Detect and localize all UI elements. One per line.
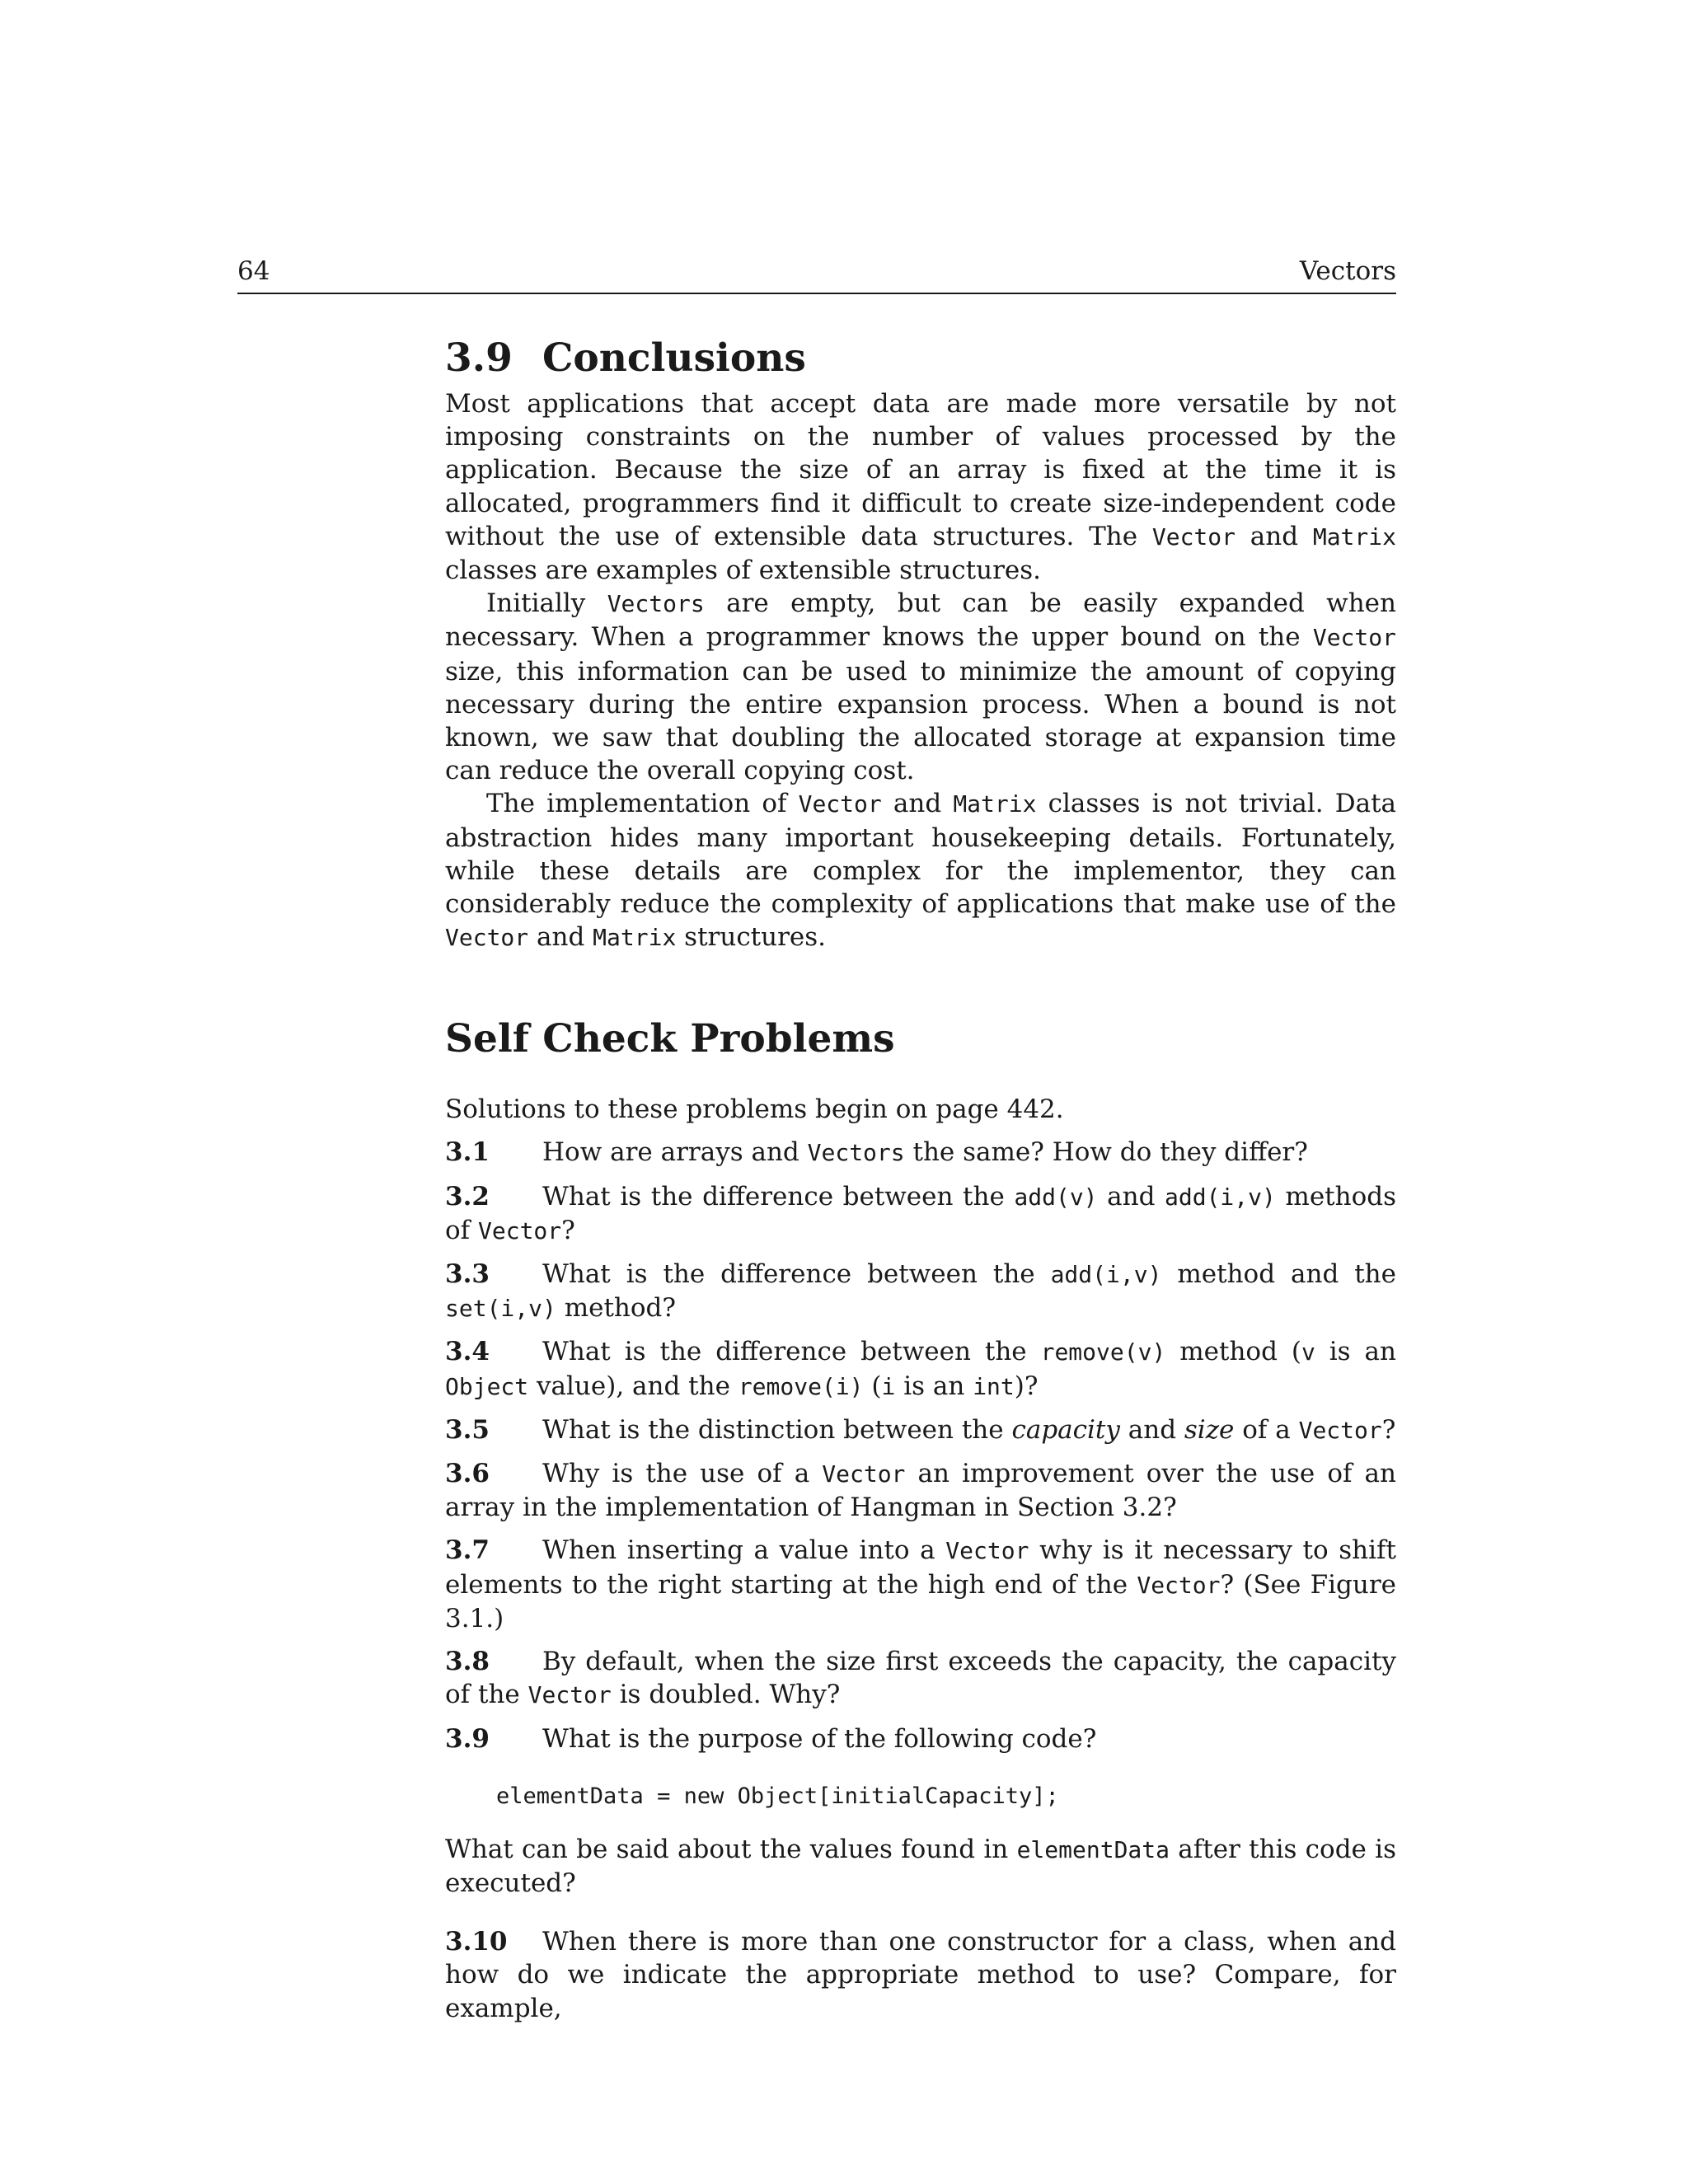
problem-text: By default, when the size first exceeds the capacity, the capacity of the Vector is doubled. Why? (445, 1647, 1396, 1710)
section-heading (445, 330, 1396, 387)
inline-code: add(i,v) (1050, 1261, 1162, 1289)
problem-item (445, 1457, 1396, 1524)
conclusion-paragraph-1: Most applications that accept data are made more versatile by not imposing constraints on the number of values processed by the application. Because the size of an array is fixed at the time it is allocated, programmers find it difficult to create size-independent code without the use of extensible data structures. The Vector and Matrix classes are examples of extensible structures. (445, 389, 1396, 586)
problem-text: What is the distinction between the capacity and size of a Vector? (542, 1414, 1396, 1445)
self-check-heading: Self Check Problems (445, 1016, 895, 1062)
inline-code: elementData (1016, 1835, 1170, 1863)
inline-code: remove(v) (1040, 1338, 1166, 1366)
problem-number: 3.7 (445, 1535, 490, 1566)
problem-number: 3.6 (445, 1459, 490, 1489)
problem-text: What is the purpose of the following code? (542, 1723, 1097, 1754)
problem-number: 3.4 (445, 1337, 490, 1367)
problem-item (445, 1258, 1396, 1325)
emphasis: capacity (1011, 1414, 1120, 1445)
problem-text: When inserting a value into a Vector why is it necessary to shift elements to the right starting at the high end of the Vector? (See Figure 3.1.) (445, 1535, 1396, 1633)
problem-item (445, 1413, 1396, 1447)
inline-code: Matrix (953, 790, 1037, 818)
inline-code: i (881, 1372, 896, 1400)
problem-item (445, 1534, 1396, 1635)
inline-code: Vectors (607, 590, 705, 618)
self-check-intro: Solutions to these problems begin on page 442. (445, 1094, 1064, 1125)
section-number: 3.9 (445, 335, 513, 381)
inline-code: int (973, 1372, 1015, 1400)
inline-code: Vector (445, 924, 529, 952)
inline-code: Vector (945, 1537, 1029, 1565)
inline-code: Matrix (1312, 523, 1396, 551)
problem-item (445, 1180, 1396, 1248)
inline-code: Vector (822, 1460, 906, 1488)
inline-code: Vector (1151, 523, 1236, 551)
problem-item (445, 1136, 1396, 1169)
inline-code: add(v) (1014, 1183, 1098, 1211)
problem-text: When there is more than one constructor for a class, when and how do we indicate the appropriate method to use? Compare, for example, (445, 1927, 1396, 2023)
problem-text: What is the difference between the add(v) and add(i,v) methods of Vector? (445, 1181, 1397, 1245)
conclusion-paragraph-3: The implementation of Vector and Matrix classes is not trivial. Data abstraction hides many important housekeeping details. Fortunately, while these details are complex for the implementor, they can considerably reduce the complexity of applications that make use of the Vector and Matrix structures. (445, 789, 1397, 953)
inline-code: set(i,v) (445, 1295, 556, 1323)
problem-item (445, 1335, 1396, 1403)
problem-item (445, 1925, 1396, 2025)
running-header (237, 255, 1396, 287)
inline-code: v (1301, 1338, 1315, 1366)
problem-number: 3.9 (445, 1723, 490, 1754)
problem-text: What is the difference between the remove(v) method (v is an Object value), and the remove(i) (i is an int)? (445, 1337, 1396, 1401)
code-block: elementData = new Object[initialCapacity]; (496, 1783, 1059, 1809)
header-rule (237, 293, 1396, 294)
inline-code: Vectors (807, 1139, 905, 1167)
inline-code: Matrix (593, 924, 677, 952)
running-title: Vectors (1299, 256, 1396, 286)
problem-number: 3.10 (445, 1927, 508, 1957)
problem-number: 3.8 (445, 1647, 490, 1677)
problem-number: 3.3 (445, 1259, 490, 1290)
inline-code: remove(i) (738, 1372, 864, 1400)
inline-code: add(i,v) (1165, 1183, 1276, 1211)
inline-code: Vector (1137, 1571, 1221, 1599)
emphasis: size (1184, 1414, 1235, 1445)
inline-code: Object (445, 1372, 529, 1400)
problem-text: What is the difference between the add(i,v) method and the set(i,v) method? (445, 1259, 1396, 1324)
problem-number: 3.5 (445, 1414, 490, 1445)
problem-item (445, 1722, 1396, 1755)
inline-code: Vector (1312, 624, 1396, 652)
page-number: 64 (237, 256, 270, 286)
inline-code: Vector (1298, 1416, 1382, 1444)
main-content (445, 330, 1396, 2025)
inline-code: Vector (798, 790, 882, 818)
problem-text: Why is the use of a Vector an improvement over the use of an array in the implementation of Hangman in Section 3.2? (445, 1459, 1397, 1523)
problem-3-9-followup: What can be said about the values found in elementData after this code is executed? (445, 1834, 1396, 1898)
problem-number: 3.2 (445, 1181, 490, 1212)
conclusion-paragraph-2: Initially Vectors are empty, but can be easily expanded when necessary. When a programmer knows the upper bound on the Vector size, this information can be used to minimize the amount of copying necessary during the entire expansion process. When a bound is not known, we saw that doubling the allocated storage at expansion time can reduce the overall copying cost. (445, 588, 1396, 786)
problem-list (445, 1136, 1396, 1755)
section-title: Conclusions (542, 335, 806, 381)
inline-code: Vector (478, 1216, 562, 1244)
problem-item (445, 1645, 1396, 1712)
inline-code: Vector (528, 1681, 612, 1709)
problem-text: How are arrays and Vectors the same? How do they differ? (542, 1137, 1308, 1168)
problem-number: 3.1 (445, 1137, 490, 1168)
